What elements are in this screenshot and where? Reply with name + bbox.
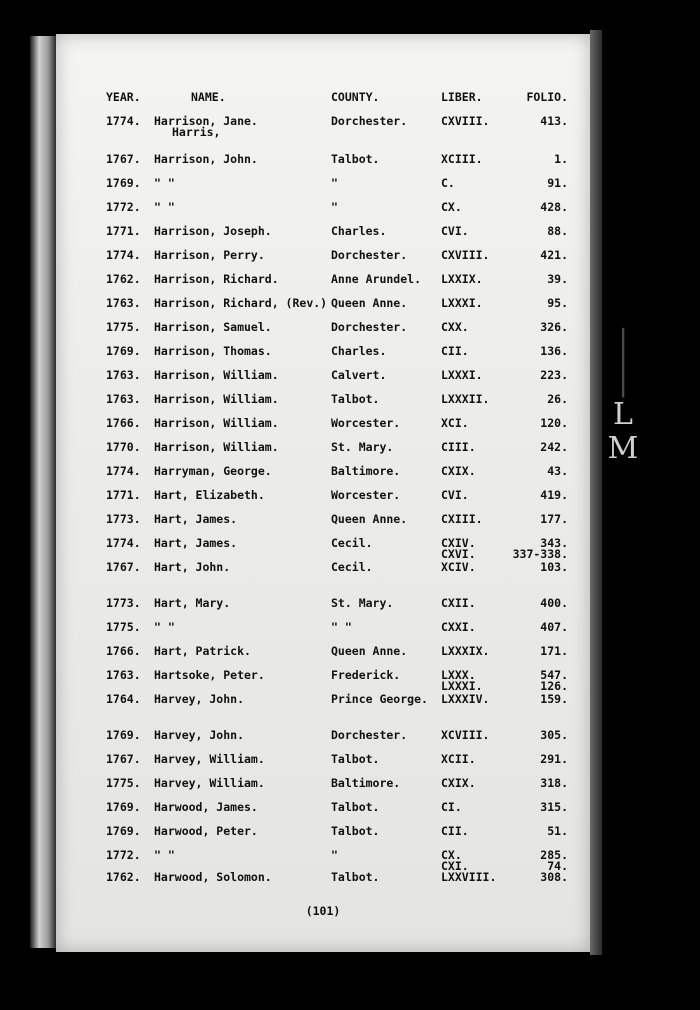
header-year: YEAR. bbox=[106, 90, 141, 104]
cell-name: Harrison, William. bbox=[154, 416, 279, 430]
cell-county: St. Mary. bbox=[331, 596, 394, 610]
cell-liber: CII. bbox=[441, 344, 469, 358]
cell-year: 1772. bbox=[106, 848, 141, 862]
cell-county: Worcester. bbox=[331, 488, 401, 502]
cell-county: Queen Anne. bbox=[331, 296, 408, 310]
cell-county: " bbox=[331, 200, 338, 214]
cell-folio: 159. bbox=[540, 692, 568, 706]
cell-liber: LXXVIII. bbox=[441, 870, 497, 884]
cell-liber: XCIV. bbox=[441, 560, 476, 574]
spine-mark: │ bbox=[613, 329, 633, 364]
cell-folio: 51. bbox=[547, 824, 568, 838]
cell-county: Dorchester. bbox=[331, 320, 408, 334]
cell-folio: 285. bbox=[540, 848, 568, 862]
cell-folio: 305. bbox=[540, 728, 568, 742]
cell-folio: 103. bbox=[540, 560, 568, 574]
cell-county: " bbox=[331, 176, 338, 190]
cell-name: Harrison, William. bbox=[154, 368, 279, 382]
header-county: COUNTY. bbox=[331, 90, 380, 104]
header-liber: LIBER. bbox=[441, 90, 483, 104]
cell-liber: CVI. bbox=[441, 224, 469, 238]
cell-county: Baltimore. bbox=[331, 776, 401, 790]
cell-county: Dorchester. bbox=[331, 728, 408, 742]
cell-name: Harryman, George. bbox=[154, 464, 272, 478]
cell-year: 1774. bbox=[106, 536, 141, 550]
cell-folio-continued: 126. bbox=[540, 679, 568, 693]
page-right-edge bbox=[590, 30, 602, 955]
cell-liber: C. bbox=[441, 176, 455, 190]
cell-name: Harrison, Joseph. bbox=[154, 224, 272, 238]
cell-county: Talbot. bbox=[331, 752, 380, 766]
spine-letter: M bbox=[607, 431, 639, 466]
cell-county: Anne Arundel. bbox=[331, 272, 422, 286]
page-number: (101) bbox=[305, 904, 341, 918]
cell-name: " " bbox=[154, 176, 175, 190]
cell-folio: 171. bbox=[540, 644, 568, 658]
cell-year: 1771. bbox=[106, 224, 141, 238]
cell-year: 1775. bbox=[106, 620, 141, 634]
cell-folio: 136. bbox=[540, 344, 568, 358]
cell-folio: 91. bbox=[547, 176, 568, 190]
cell-liber: CX. bbox=[441, 200, 462, 214]
cell-folio: 400. bbox=[540, 596, 568, 610]
cell-liber: XCIII. bbox=[441, 152, 483, 166]
cell-name: Harrison, Perry. bbox=[154, 248, 265, 262]
cell-liber: CVI. bbox=[441, 488, 469, 502]
cell-name: Harrison, Jane. bbox=[154, 114, 258, 128]
cell-liber: CIII. bbox=[441, 440, 476, 454]
cell-county: Cecil. bbox=[331, 560, 373, 574]
cell-year: 1774. bbox=[106, 248, 141, 262]
cell-year: 1773. bbox=[106, 596, 141, 610]
cell-folio: 419. bbox=[540, 488, 568, 502]
cell-county: Dorchester. bbox=[331, 114, 408, 128]
cell-liber: CXIII. bbox=[441, 512, 483, 526]
cell-year: 1770. bbox=[106, 440, 141, 454]
cell-name: Hart, Patrick. bbox=[154, 644, 251, 658]
cell-county: Frederick. bbox=[331, 668, 401, 682]
cell-county: Talbot. bbox=[331, 392, 380, 406]
cell-liber: LXXX. bbox=[441, 668, 476, 682]
cell-folio: 88. bbox=[547, 224, 568, 238]
cell-folio: 120. bbox=[540, 416, 568, 430]
cell-year: 1762. bbox=[106, 870, 141, 884]
cell-name: Hart, Mary. bbox=[154, 596, 231, 610]
cell-liber: XCI. bbox=[441, 416, 469, 430]
book-left-edge bbox=[30, 36, 56, 948]
header-name: NAME. bbox=[191, 90, 226, 104]
cell-year: 1769. bbox=[106, 824, 141, 838]
cell-folio: 407. bbox=[540, 620, 568, 634]
cell-name: Harwood, Solomon. bbox=[154, 870, 272, 884]
cell-name: Harrison, Richard. bbox=[154, 272, 279, 286]
spine-mark: │ bbox=[613, 363, 633, 398]
cell-county: " bbox=[331, 848, 338, 862]
cell-year: 1762. bbox=[106, 272, 141, 286]
cell-folio: 95. bbox=[547, 296, 568, 310]
cell-year: 1771. bbox=[106, 488, 141, 502]
cell-name: Hartsoke, Peter. bbox=[154, 668, 265, 682]
cell-county: Charles. bbox=[331, 344, 387, 358]
cell-name: Harrison, Samuel. bbox=[154, 320, 272, 334]
cell-year: 1767. bbox=[106, 752, 141, 766]
cell-liber: XCII. bbox=[441, 752, 476, 766]
cell-name: " " bbox=[154, 620, 175, 634]
cell-name: Harwood, Peter. bbox=[154, 824, 258, 838]
cell-county: Dorchester. bbox=[331, 248, 408, 262]
cell-year: 1763. bbox=[106, 392, 141, 406]
header-folio: FOLIO. bbox=[526, 90, 568, 104]
cell-county: Talbot. bbox=[331, 870, 380, 884]
cell-name: Harrison, Richard, (Rev.) bbox=[154, 296, 328, 310]
spine-letter: L bbox=[613, 397, 633, 432]
cell-year: 1774. bbox=[106, 114, 141, 128]
cell-folio: 26. bbox=[547, 392, 568, 406]
cell-name: Harrison, Thomas. bbox=[154, 344, 272, 358]
cell-liber: CXXI. bbox=[441, 620, 476, 634]
cell-year: 1766. bbox=[106, 416, 141, 430]
cell-liber: LXXXIV. bbox=[441, 692, 490, 706]
cell-liber: CXII. bbox=[441, 596, 476, 610]
cell-year: 1775. bbox=[106, 320, 141, 334]
cell-county: Charles. bbox=[331, 224, 387, 238]
cell-year: 1769. bbox=[106, 728, 141, 742]
cell-year: 1773. bbox=[106, 512, 141, 526]
cell-folio: 223. bbox=[540, 368, 568, 382]
cell-folio: 177. bbox=[540, 512, 568, 526]
cell-county: Cecil. bbox=[331, 536, 373, 550]
cell-county: Talbot. bbox=[331, 152, 380, 166]
cell-year: 1767. bbox=[106, 560, 141, 574]
cell-county: Queen Anne. bbox=[331, 512, 408, 526]
cell-liber: CXIX. bbox=[441, 776, 476, 790]
cell-liber: CXX. bbox=[441, 320, 469, 334]
cell-county: Prince George. bbox=[331, 692, 428, 706]
cell-year: 1769. bbox=[106, 344, 141, 358]
cell-folio-continued: 337-338. bbox=[512, 547, 568, 561]
cell-folio: 318. bbox=[540, 776, 568, 790]
cell-county: " " bbox=[331, 620, 352, 634]
cell-folio: 547. bbox=[540, 668, 568, 682]
cell-county: Baltimore. bbox=[331, 464, 401, 478]
cell-year: 1763. bbox=[106, 296, 141, 310]
index-page bbox=[56, 34, 590, 952]
cell-liber: CXVIII. bbox=[441, 248, 490, 262]
cell-folio: 421. bbox=[540, 248, 568, 262]
cell-folio: 308. bbox=[540, 870, 568, 884]
cell-liber: LXXXI. bbox=[441, 296, 483, 310]
cell-liber-continued: LXXXI. bbox=[441, 679, 483, 693]
cell-county: St. Mary. bbox=[331, 440, 394, 454]
cell-liber: LXXXII. bbox=[441, 392, 490, 406]
cell-name: Harrison, William. bbox=[154, 392, 279, 406]
cell-liber: CX. bbox=[441, 848, 462, 862]
adjacent-book-spine bbox=[606, 330, 640, 630]
cell-year: 1769. bbox=[106, 176, 141, 190]
cell-folio: 326. bbox=[540, 320, 568, 334]
cell-year: 1767. bbox=[106, 152, 141, 166]
cell-year: 1774. bbox=[106, 464, 141, 478]
cell-liber: LXXIX. bbox=[441, 272, 483, 286]
cell-folio: 39. bbox=[547, 272, 568, 286]
cell-liber: LXXXIX. bbox=[441, 644, 490, 658]
cell-year: 1766. bbox=[106, 644, 141, 658]
cell-name: Harrison, William. bbox=[154, 440, 279, 454]
cell-year: 1763. bbox=[106, 368, 141, 382]
cell-name: Hart, James. bbox=[154, 512, 238, 526]
cell-county: Worcester. bbox=[331, 416, 401, 430]
cell-name: Hart, Elizabeth. bbox=[154, 488, 265, 502]
cell-liber-continued: CXVI. bbox=[441, 547, 476, 561]
cell-year: 1775. bbox=[106, 776, 141, 790]
cell-folio: 428. bbox=[540, 200, 568, 214]
cell-folio: 343. bbox=[540, 536, 568, 550]
cell-liber: LXXXI. bbox=[441, 368, 483, 382]
cell-folio: 291. bbox=[540, 752, 568, 766]
cell-liber: CI. bbox=[441, 800, 462, 814]
cell-liber: CII. bbox=[441, 824, 469, 838]
cell-county: Queen Anne. bbox=[331, 644, 408, 658]
cell-name: Harvey, John. bbox=[154, 728, 245, 742]
cell-year: 1769. bbox=[106, 800, 141, 814]
cell-year: 1772. bbox=[106, 200, 141, 214]
cell-name-continued: Harris, bbox=[172, 125, 221, 139]
cell-folio: 43. bbox=[547, 464, 568, 478]
cell-name: Hart, James. bbox=[154, 536, 238, 550]
cell-name: Hart, John. bbox=[154, 560, 231, 574]
cell-year: 1763. bbox=[106, 668, 141, 682]
cell-liber: CXIX. bbox=[441, 464, 476, 478]
cell-name: Harvey, William. bbox=[154, 752, 265, 766]
cell-name: Harvey, William. bbox=[154, 776, 265, 790]
cell-name: Harrison, John. bbox=[154, 152, 258, 166]
cell-liber: XCVIII. bbox=[441, 728, 490, 742]
cell-name: " " bbox=[154, 200, 175, 214]
cell-folio: 315. bbox=[540, 800, 568, 814]
cell-liber: CXVIII. bbox=[441, 114, 490, 128]
cell-county: Talbot. bbox=[331, 824, 380, 838]
cell-folio: 1. bbox=[554, 152, 568, 166]
cell-liber: CXIV. bbox=[441, 536, 476, 550]
cell-county: Talbot. bbox=[331, 800, 380, 814]
cell-folio: 413. bbox=[540, 114, 568, 128]
cell-county: Calvert. bbox=[331, 368, 387, 382]
cell-name: Harvey, John. bbox=[154, 692, 245, 706]
cell-folio-continued: 74. bbox=[547, 859, 568, 873]
cell-liber-continued: CXI. bbox=[441, 859, 469, 873]
cell-name: Harwood, James. bbox=[154, 800, 258, 814]
cell-year: 1764. bbox=[106, 692, 141, 706]
cell-folio: 242. bbox=[540, 440, 568, 454]
cell-name: " " bbox=[154, 848, 175, 862]
